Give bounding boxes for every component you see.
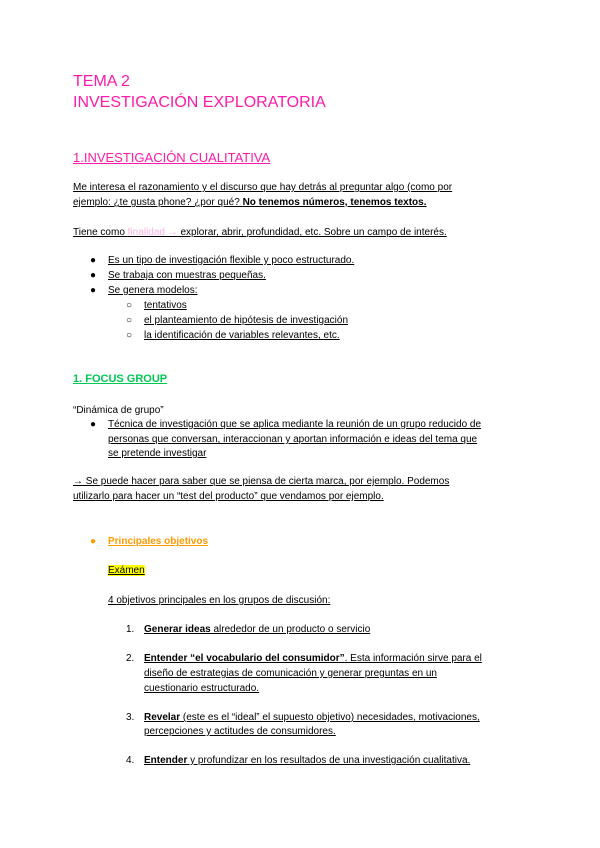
bullet-flexible: Es un tipo de investigación flexible y poco estructurado. <box>108 255 355 266</box>
para2-finalidad: finalidad → <box>127 227 178 238</box>
circle-bullet-icon: ○ <box>126 300 133 311</box>
focus-bullet-line2: personas que conversan, interaccionan y aportan información e ideas del tema que <box>108 434 478 445</box>
para1-line2-bold: No tenemos números, tenemos textos. <box>242 197 427 208</box>
focus-bullet-line1: Técnica de investigación que se aplica mediante la reunión de un grupo reducido de <box>108 419 482 430</box>
objective-3-line2: percepciones y actitudes de consumidores. <box>144 726 336 737</box>
objective-2-line2: diseño de estrategias de comunicación y generar preguntas en un <box>144 668 437 679</box>
bullet-dot-icon: ● <box>90 285 97 296</box>
objective-1-number: 1. <box>126 624 135 635</box>
para1-line2 <box>73 196 427 210</box>
subbullet-hipotesis: el planteamiento de hipótesis de investigación <box>144 315 349 326</box>
objective-4-line1: Entender y profundizar en los resultados de una investigación cualitativa. <box>144 755 471 766</box>
quote-dinamica: “Dinámica de grupo” <box>73 405 164 416</box>
objective-4-number: 4. <box>126 755 135 766</box>
para2-pre: Tiene como <box>73 227 128 238</box>
para2 <box>73 226 447 240</box>
orange-bullet-icon: ● <box>90 536 97 547</box>
focus-bullet-line3: se pretende investigar <box>108 448 207 459</box>
objective-1-line1: Generar ideas alrededor de un producto o servicio <box>144 624 371 635</box>
bullet-modelos: Se genera modelos: <box>108 285 198 296</box>
arrow-para-line1: → Se puede hacer para saber que se piensa de cierta marca, por ejemplo. Podemos <box>73 476 450 487</box>
objective-2-line1: Entender “el vocabulario del consumidor”. Esta información sirve para el <box>144 653 482 664</box>
bullet-muestras: Se trabaja con muestras pequeñas. <box>108 270 266 281</box>
doc-title-line2: INVESTIGACIÓN EXPLORATORIA <box>73 94 326 111</box>
doc-title-line1: TEMA 2 <box>73 73 130 90</box>
exam-label <box>108 564 145 578</box>
section-heading-focus-group: 1. FOCUS GROUP <box>73 373 168 385</box>
para2-post: explorar, abrir, profundidad, etc. Sobre un campo de interés. <box>177 227 447 238</box>
circle-bullet-icon: ○ <box>126 315 133 326</box>
bullet-dot-icon: ● <box>90 255 97 266</box>
section-heading-cualitativa: 1.INVESTIGACIÓN CUALITATIVA <box>73 150 271 165</box>
bullet-dot-icon: ● <box>90 419 97 430</box>
para1-line2-plain: ejemplo: ¿te gusta phone? ¿por qué? <box>73 197 243 208</box>
subbullet-variables: la identificación de variables relevantes, etc. <box>144 330 340 341</box>
arrow-para-line2: utilizarlo para hacer un “test del producto” que vendamos por ejemplo. <box>73 491 384 502</box>
circle-bullet-icon: ○ <box>126 330 133 341</box>
objectives-intro: 4 objetivos principales en los grupos de discusión: <box>108 595 331 606</box>
bullet-dot-icon: ● <box>90 270 97 281</box>
objectives-heading: Principales objetivos <box>108 536 209 547</box>
para1-line1: Me interesa el razonamiento y el discurso que hay detrás al preguntar algo (como por <box>73 182 453 193</box>
exam-label-text: Exámen <box>108 565 145 576</box>
objective-2-number: 2. <box>126 653 135 664</box>
subbullet-tentativos: tentativos <box>144 300 187 311</box>
objective-2-line3: cuestionario estructurado. <box>144 683 260 694</box>
objective-3-number: 3. <box>126 712 135 723</box>
objective-3-line1: Revelar (este es el “ideal” el supuesto objetivo) necesidades, motivaciones, <box>144 712 480 723</box>
